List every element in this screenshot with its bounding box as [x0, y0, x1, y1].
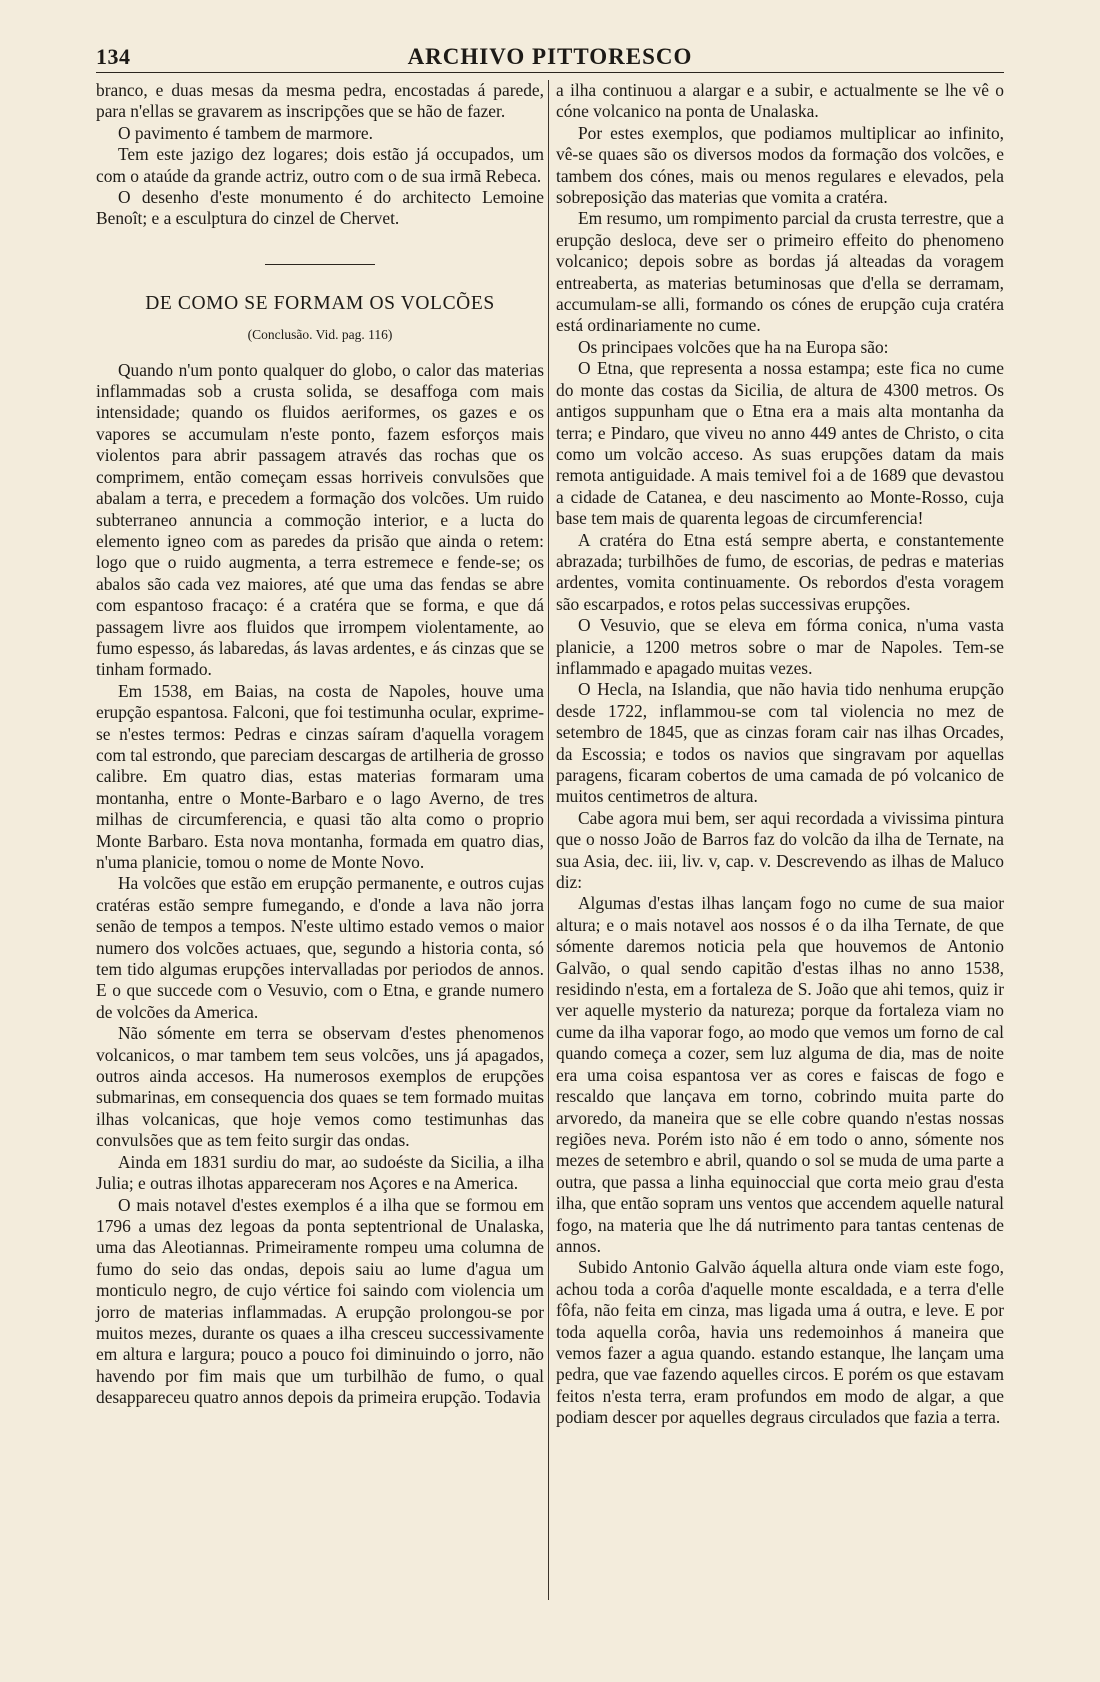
intro-paragraph: branco, e duas mesas da mesma pedra, encostadas á parede, para n'ellas se gravarem as inscripções que se hão de fazer.: [96, 80, 544, 122]
article-paragraph: O Etna, que representa a nossa estampa; este fica no cume do monte das costas da Sicilia, de altura de 4300 metros. Os antigos suppunham que o Etna era a mais alta montanha da terra; e Pindaro, que viveu no anno 449 antes de Christo, o cita como um volcão acceso. As suas erupções datam da mais remota antiguidade. A mais temivel foi a de 1689 que devastou a cidade de Catanea, e deu nascimento ao Monte-Rosso, cuja base tem mais de quarenta legoas de circumferencia!: [556, 358, 1004, 529]
header-rule: [96, 72, 1004, 73]
article-paragraph: O Vesuvio, que se eleva em fórma conica, n'uma vasta planicie, a 1200 metros sobre o mar de Napoles. Tem-se inflammado e apagado muitas vezes.: [556, 615, 1004, 678]
intro-paragraph: O desenho d'este monumento é do architecto Lemoine Benoît; e a esculptura do cinzel de Chervet.: [96, 187, 544, 229]
left-column: [96, 80, 544, 1409]
article-paragraph: Ha volcões que estão em erupção permanente, e outros cujas cratéras estão sempre fumegando, e d'onde a lava não jorra senão de tempos a tempos. N'este ultimo estado vemos o maior numero dos volcões actuaes, que, segundo a historia conta, só tem tido algumas erupções intervalladas por periodos de annos. E o que succede com o Vesuvio, com o Etna, e grande numero de volcões da America.: [96, 873, 544, 1022]
article-paragraph: O Hecla, na Islandia, que não havia tido nenhuma erupção desde 1722, inflammou-se com tal violencia no mez de setembro de 1845, que as cinzas foram cair nas ilhas Orcades, da Escossia; e todos os navios que singravam por aquellas paragens, ficaram cobertos de uma camada de pó volcanico de muitos centimetros de altura.: [556, 679, 1004, 807]
article-paragraph: Os principaes volcões que ha na Europa são:: [578, 336, 889, 357]
column-divider: [548, 80, 549, 1600]
article-subtitle: (Conclusão. Vid. pag. 116): [247, 327, 393, 343]
page-header: [96, 40, 1004, 76]
article-paragraph: A cratéra do Etna está sempre aberta, e constantemente abrazada; turbilhões de fumo, de escorias, de pedras e materias ardentes, vomita continuamente. Os rebordos d'esta voragem são escarpados, e rotos pelas successivas erupções.: [556, 529, 1004, 614]
intro-paragraph: Tem este jazigo dez logares; dois estão já occupados, um com o ataúde da grande actriz, outro com o de sua irmã Rebeca.: [96, 144, 544, 186]
article-paragraph: Não sómente em terra se observam d'estes phenomenos volcanicos, o mar tambem tem seus volcões, uns já apagados, outros ainda accesos. Ha numerosos exemplos de erupções submarinas, em consequencia dos quaes se tem formado muitas ilhas volcanicas, que hoje vemos como testimunhas das convulsões que as tem feito surgir das ondas.: [96, 1023, 544, 1151]
page-number: 134: [96, 44, 131, 69]
quote-paragraph: Algumas d'estas ilhas lançam fogo no cume de sua maior altura; e o mais notavel aos nossos é o da ilha Ternate, de que sómente daremos noticia pela que houvemos de Antonio Galvão, o qual sendo capitão d'estas ilhas no anno 1538, residindo n'esta, em a fortaleza de S. João que ahi temos, quiz ir ver aquelle mysterio da natureza; porque da fortaleza viam no cume da ilha vaporar fogo, ao modo que vemos um forno de cal quando começa a cozer, sem luz alguma de dia, mas de noite era uma coisa espantosa ver as cores e faiscas de fogo e rescaldo que lançava em torno, cobrindo muita parte do arvoredo, da maneira que se elle cobre quando n'estas nossas regiões neva. Porém isto não é em todo o anno, sómente nos mezes de setembro e abril, quando o sol se muda de uma parte a outra, que passa a linha equinoccial que corta meio grau d'esta ilha, que então sopram uns ventos que accendem aquelle natural fogo, na materia que lhe dá nutrimento para tantas centenas de annos.: [556, 893, 1004, 1256]
quote-paragraph: Subido Antonio Galvão áquella altura onde viam este fogo, achou toda a corôa d'aquelle monte escaldada, e a terra d'elle fôfa, não feita em cinza, mas ligada uma á outra, e leve. E por toda aquella corôa, havia uns redemoinhos á maneira que vemos fazer a agua quando. estando estanque, lhe lançam uma pedra, que vae fazendo aquelles circos. E porém os que estavam feitos n'esta terra, eram profundos em modo de algar, a que podiam descer por aquelles degraus circulados que fazia a terra.: [556, 1257, 1004, 1428]
article-paragraph: Em 1538, em Baias, na costa de Napoles, houve uma erupção espantosa. Falconi, que foi testimunha ocular, exprime-se n'estes termos: Pedras e cinzas saíram d'aquella voragem com tal estrondo, que pareciam descargas de artilheria de grosso calibre. Em quatro dias, estas materias formaram uma montanha, entre o Monte-Barbaro e o lago Averno, de tres milhas de circumferencia, e quasi tão alta como o proprio Monte Barbaro. Esta nova montanha, formada em quatro dias, n'uma planicie, tomou o nome de Monte Novo.: [96, 680, 544, 872]
article-paragraph: O mais notavel d'estes exemplos é a ilha que se formou em 1796 a umas dez legoas da ponta septentrional de Unalaska, uma das Aleotiannas. Primeiramente rompeu uma columna de fumo do seio das ondas, depois saiu ao lume d'agua um monticulo negro, de cujo vértice foi saindo com violencia um jorro de materias inflammadas. A erupção prolongou-se por muitos mezes, durante os quaes a ilha cresceu successivamente em altura e largura; pouco a pouco foi diminuindo o jorro, não havendo por fim mais que um turbilhão de fumo, o qual desappareceu quatro annos depois da primeira erupção. Todavia: [96, 1194, 544, 1408]
right-column: [556, 80, 1004, 1429]
article-paragraph: Quando n'um ponto qualquer do globo, o calor das materias inflammadas sob a crusta solida, se desaffoga com mais intensidade; quando os fluidos aeriformes, os gazes e os vapores se accumulam n'este ponto, fazem esforços mais violentos para abrir passagem através das rochas que os comprimem, então começam essas horriveis convulsões que abalam a terra, e precedem a formação dos volcões. Um ruido subterraneo annuncia a commoção interior, e a lucta do elemento igneo com as paredes da prisão que ainda o retem: logo que o ruido augmenta, a terra estremece e fende-se; os abalos são cada vez maiores, até que uma das fendas se abre com espantoso fracaço: é a cratéra que se forma, e que dá passagem livre aos fluidos que irrompem violentamente, ao fumo espesso, ás labaredas, ás lavas ardentes, e ás cinzas que se tinham formado.: [96, 359, 544, 680]
article-paragraph: a ilha continuou a alargar e a subir, e actualmente se lhe vê o cóne volcanico na ponta de Unalaska.: [556, 80, 1004, 122]
running-title: ARCHIVO PITTORESCO: [407, 44, 693, 69]
section-separator: [265, 264, 375, 265]
article-title: DE COMO SE FORMAM OS VOLCÕES: [145, 292, 495, 314]
article-paragraph: Cabe agora mui bem, ser aqui recordada a vivissima pintura que o nosso João de Barros faz do volcão da ilha de Ternate, na sua Asia, dec. iii, liv. v, cap. v. Descrevendo as ilhas de Maluco diz:: [556, 807, 1004, 893]
article-paragraph: Por estes exemplos, que podiamos multiplicar ao infinito, vê-se quaes são os diversos modos da formação dos volcões, e tambem dos cónes, mais ou menos regulares e elevados, pela sobreposição das materias que vomita a cratéra.: [556, 122, 1004, 208]
article-paragraph: Ainda em 1831 surdiu do mar, ao sudoéste da Sicilia, a ilha Julia; e outras ilhotas appareceram nos Açores e na America.: [96, 1151, 544, 1194]
article-paragraph: Em resumo, um rompimento parcial da crusta terrestre, que a erupção desloca, deve ser o primeiro effeito do phenomeno volcanico; depois sobre as bordas já alteadas da voragem entreaberta, as materias betuminosas que d'ella se derramam, accumulam-se alli, formando os cónes de erupção cuja cratéra está ordinariamente no cume.: [556, 208, 1004, 336]
intro-paragraph: O pavimento é tambem de marmore.: [118, 122, 373, 143]
